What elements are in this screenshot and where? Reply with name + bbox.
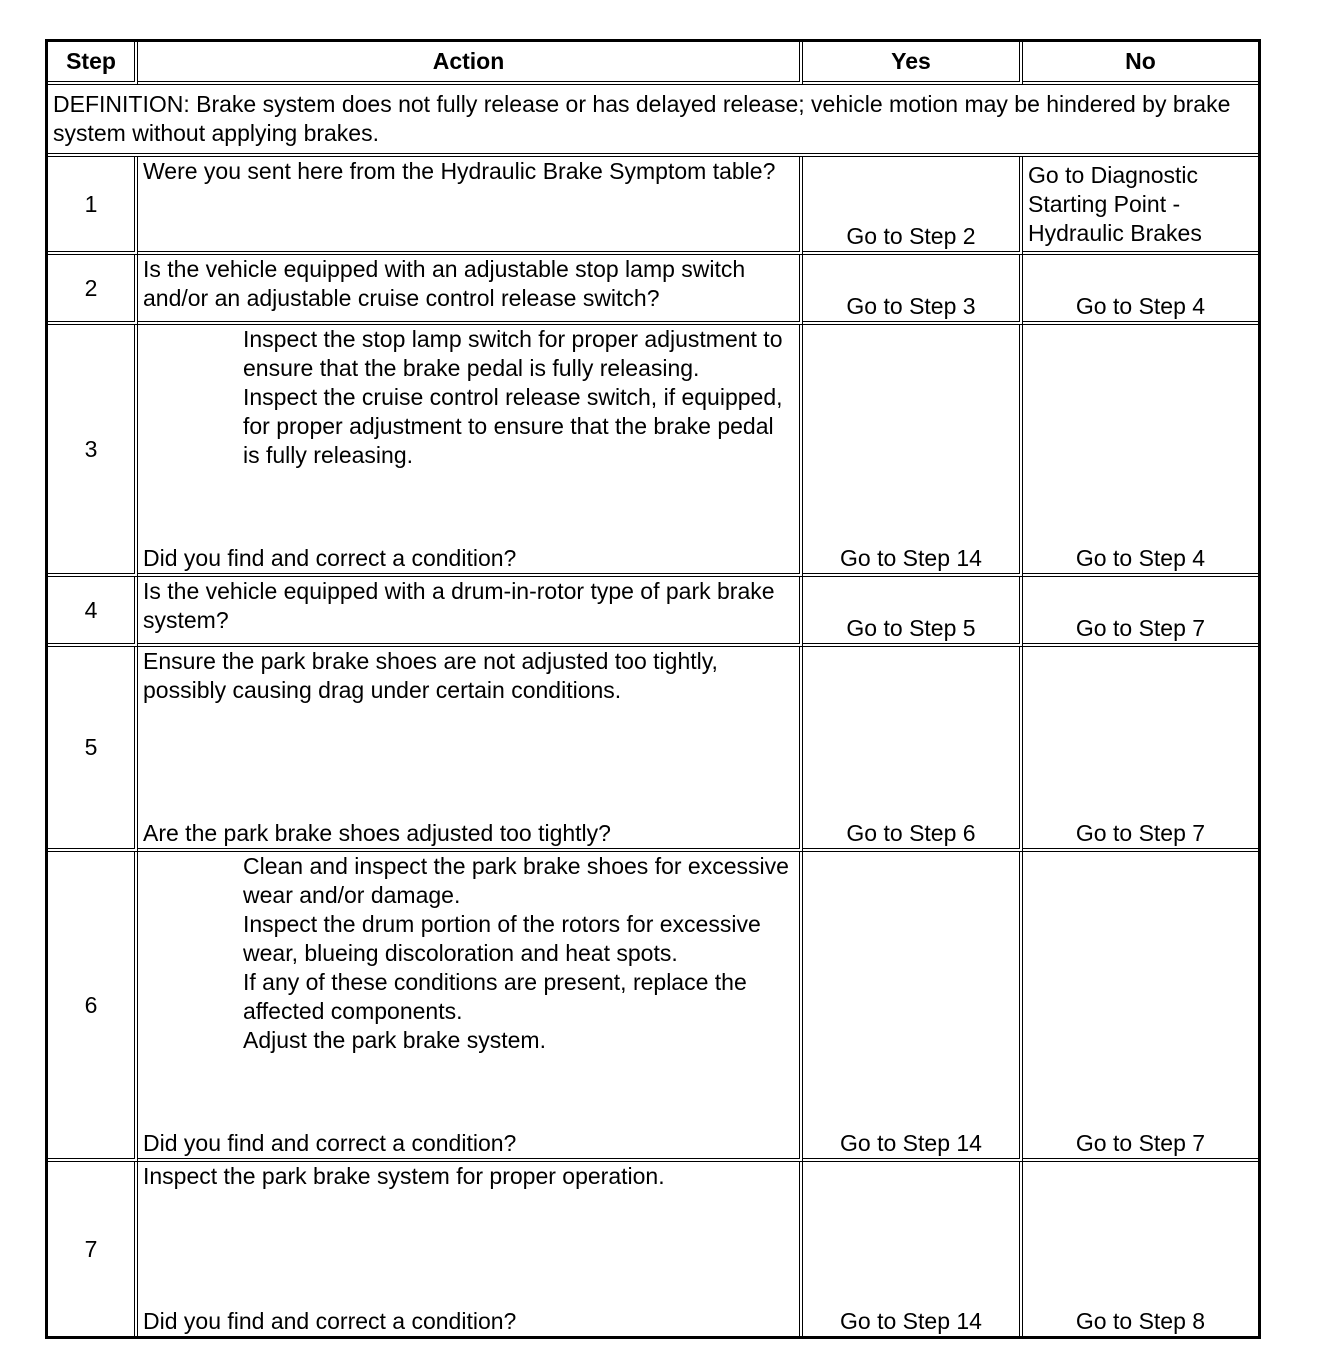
action-question: Did you find and correct a condition? [143,1308,517,1334]
header-no: No [1023,42,1258,85]
step-number: 6 [48,852,138,1162]
header-step: Step [48,42,138,85]
no-cell: Go to Step 7 [1023,577,1258,647]
table-row [48,647,1258,852]
no-cell: Go to Step 4 [1023,255,1258,325]
step-number: 7 [48,1162,138,1336]
step-number: 1 [48,157,138,255]
action-cell [138,325,803,577]
no-cell: Go to Step 8 [1075,1308,1206,1334]
action-cell [138,1162,803,1336]
yes-cell: Go to Step 3 [803,255,1023,325]
action-text: Were you sent here from the Hydraulic Brake Symptom table? [143,158,776,184]
yes-cell: Go to Step 6 [803,647,1023,852]
action-cell [138,255,803,325]
no-cell: Go to Diagnostic Starting Point - Hydraulic Brakes [1023,157,1258,255]
yes-cell: Go to Step 2 [803,157,1023,255]
action-question: Are the park brake shoes adjusted too tightly? [143,820,611,846]
header-action: Action [138,42,803,85]
yes-cell: Go to Step 14 [803,325,1023,577]
action-substep: Inspect the drum portion of the rotors for excessive wear, blueing discoloration and heat spots. [243,911,761,966]
step-number: 4 [48,577,138,647]
diagnostic-table [45,39,1261,1339]
no-cell: Go to Step 7 [1023,647,1258,852]
action-substep: Inspect the stop lamp switch for proper adjustment to ensure that the brake pedal is fully releasing. [243,326,783,381]
no-cell: Go to Step 7 [1023,852,1258,1162]
action-question: Did you find and correct a condition? [143,545,517,571]
action-substep: If any of these conditions are present, replace the affected components. [243,969,747,1024]
table-row [48,577,1258,647]
header-row [48,42,1258,85]
definition-text: DEFINITION: Brake system does not fully release or has delayed release; vehicle motion may be hindered by brake system without applying brakes. [48,85,1258,157]
table-row [48,1162,1258,1336]
action-question: Did you find and correct a condition? [143,1130,517,1156]
action-cell [138,647,803,852]
no-cell: Go to Step 4 [1023,325,1258,577]
table-row [48,852,1258,1162]
action-text: Is the vehicle equipped with an adjustable stop lamp switch and/or an adjustable cruise control release switch? [143,256,746,311]
table-row [48,255,1258,325]
action-text: Inspect the park brake system for proper operation. [143,1163,665,1189]
action-cell [138,852,803,1162]
step-number: 3 [48,325,138,577]
step-number: 5 [48,647,138,852]
action-text: Is the vehicle equipped with a drum-in-rotor type of park brake system? [143,578,775,633]
action-substep: Clean and inspect the park brake shoes for excessive wear and/or damage. [243,853,789,908]
action-cell [138,577,803,647]
action-substep: Adjust the park brake system. [243,1027,546,1053]
table-row [48,157,1258,255]
action-cell [138,157,803,255]
yes-cell: Go to Step 14 [803,1162,1023,1336]
step-number: 2 [48,255,138,325]
yes-cell: Go to Step 14 [803,852,1023,1162]
action-substep: Inspect the cruise control release switch, if equipped, for proper adjustment to ensure that the brake pedal is fully releasing. [243,384,783,468]
definition-row [48,85,1258,157]
yes-cell: Go to Step 5 [803,577,1023,647]
header-yes: Yes [803,42,1023,85]
action-text: Ensure the park brake shoes are not adjusted too tightly, possibly causing drag under certain conditions. [143,648,718,703]
table-row [48,325,1258,577]
